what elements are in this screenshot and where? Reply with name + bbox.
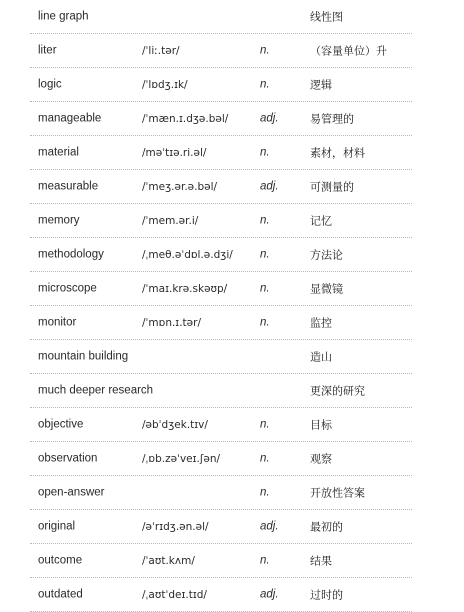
phonetic: /ˌaʊtˈdeɪ.tɪd/ (142, 588, 207, 601)
vocab-row (30, 510, 412, 544)
chinese-meaning: 可测量的 (310, 180, 354, 193)
vocab-row (30, 272, 412, 306)
phonetic: /ˈliː.tər/ (142, 44, 180, 57)
part-of-speech: n. (260, 553, 270, 566)
vocab-row (30, 374, 412, 408)
chinese-meaning: 造山 (310, 350, 332, 363)
english-term: objective (38, 417, 84, 430)
english-term: open-answer (38, 485, 105, 498)
phonetic: /əˈrɪdʒ.ən.əl/ (142, 520, 209, 533)
english-term: mountain building (38, 349, 129, 362)
english-term: logic (38, 77, 62, 90)
english-term: much deeper research (38, 383, 154, 396)
english-term: methodology (38, 247, 104, 260)
part-of-speech: n. (260, 145, 270, 158)
chinese-meaning: 逻辑 (310, 78, 332, 91)
part-of-speech: adj. (260, 179, 279, 192)
english-term: monitor (38, 315, 77, 328)
english-term: material (38, 145, 79, 158)
chinese-meaning: 方法论 (310, 248, 343, 261)
phonetic: /məˈtɪə.ri.əl/ (142, 146, 207, 159)
vocab-row (30, 544, 412, 578)
chinese-meaning: 最初的 (310, 520, 343, 533)
vocabulary-table (30, 0, 412, 612)
english-term: measurable (38, 179, 99, 192)
phonetic: /ˈmem.ər.i/ (142, 214, 199, 227)
chinese-meaning: 易管理的 (310, 112, 354, 125)
phonetic: /ˈaʊt.kʌm/ (142, 554, 195, 567)
part-of-speech: n. (260, 485, 270, 498)
english-term: microscope (38, 281, 97, 294)
vocab-row (30, 102, 412, 136)
phonetic: /ˌɒb.zəˈveɪ.ʃən/ (142, 452, 221, 465)
vocab-row (30, 306, 412, 340)
phonetic: /ˈmeʒ.ər.ə.bəl/ (142, 180, 218, 193)
chinese-meaning: 监控 (310, 316, 332, 329)
chinese-meaning: 目标 (310, 418, 332, 431)
vocab-row (30, 442, 412, 476)
part-of-speech: n. (260, 451, 270, 464)
chinese-meaning: （容量单位）升 (310, 44, 387, 57)
vocab-row (30, 340, 412, 374)
english-term: original (38, 519, 76, 532)
vocab-row (30, 238, 412, 272)
english-term: liter (38, 43, 57, 56)
phonetic: /əbˈdʒek.tɪv/ (142, 418, 208, 431)
part-of-speech: n. (260, 213, 270, 226)
english-term: line graph (38, 9, 89, 22)
phonetic: /ˌmeθ.əˈdɒl.ə.dʒi/ (142, 248, 233, 261)
chinese-meaning: 过时的 (310, 588, 343, 601)
part-of-speech: adj. (260, 587, 279, 600)
english-term: memory (38, 213, 80, 226)
vocab-row (30, 476, 412, 510)
chinese-meaning: 更深的研究 (310, 384, 365, 397)
vocab-row (30, 408, 412, 442)
phonetic: /ˈmɒn.ɪ.tər/ (142, 316, 201, 329)
chinese-meaning: 开放性答案 (310, 486, 365, 499)
phonetic: /ˈmaɪ.krə.skəʊp/ (142, 282, 228, 295)
english-term: outcome (38, 553, 83, 566)
english-term: observation (38, 451, 98, 464)
part-of-speech: n. (260, 43, 270, 56)
chinese-meaning: 显微镜 (310, 282, 343, 295)
vocab-row (30, 204, 412, 238)
part-of-speech: n. (260, 247, 270, 260)
vocab-row (30, 0, 412, 34)
part-of-speech: n. (260, 315, 270, 328)
phonetic: /ˈmæn.ɪ.dʒə.bəl/ (142, 112, 229, 125)
english-term: manageable (38, 111, 102, 124)
part-of-speech: n. (260, 281, 270, 294)
chinese-meaning: 线性图 (310, 10, 343, 23)
vocab-row (30, 34, 412, 68)
english-term: outdated (38, 587, 83, 600)
chinese-meaning: 素材，材料 (310, 146, 365, 159)
part-of-speech: n. (260, 417, 270, 430)
part-of-speech: adj. (260, 111, 279, 124)
vocab-row (30, 170, 412, 204)
chinese-meaning: 记忆 (310, 214, 332, 227)
chinese-meaning: 观察 (310, 452, 332, 465)
vocab-row (30, 136, 412, 170)
part-of-speech: adj. (260, 519, 279, 532)
phonetic: /ˈlɒdʒ.ɪk/ (142, 78, 188, 91)
vocab-row (30, 68, 412, 102)
chinese-meaning: 结果 (310, 554, 332, 567)
part-of-speech: n. (260, 77, 270, 90)
